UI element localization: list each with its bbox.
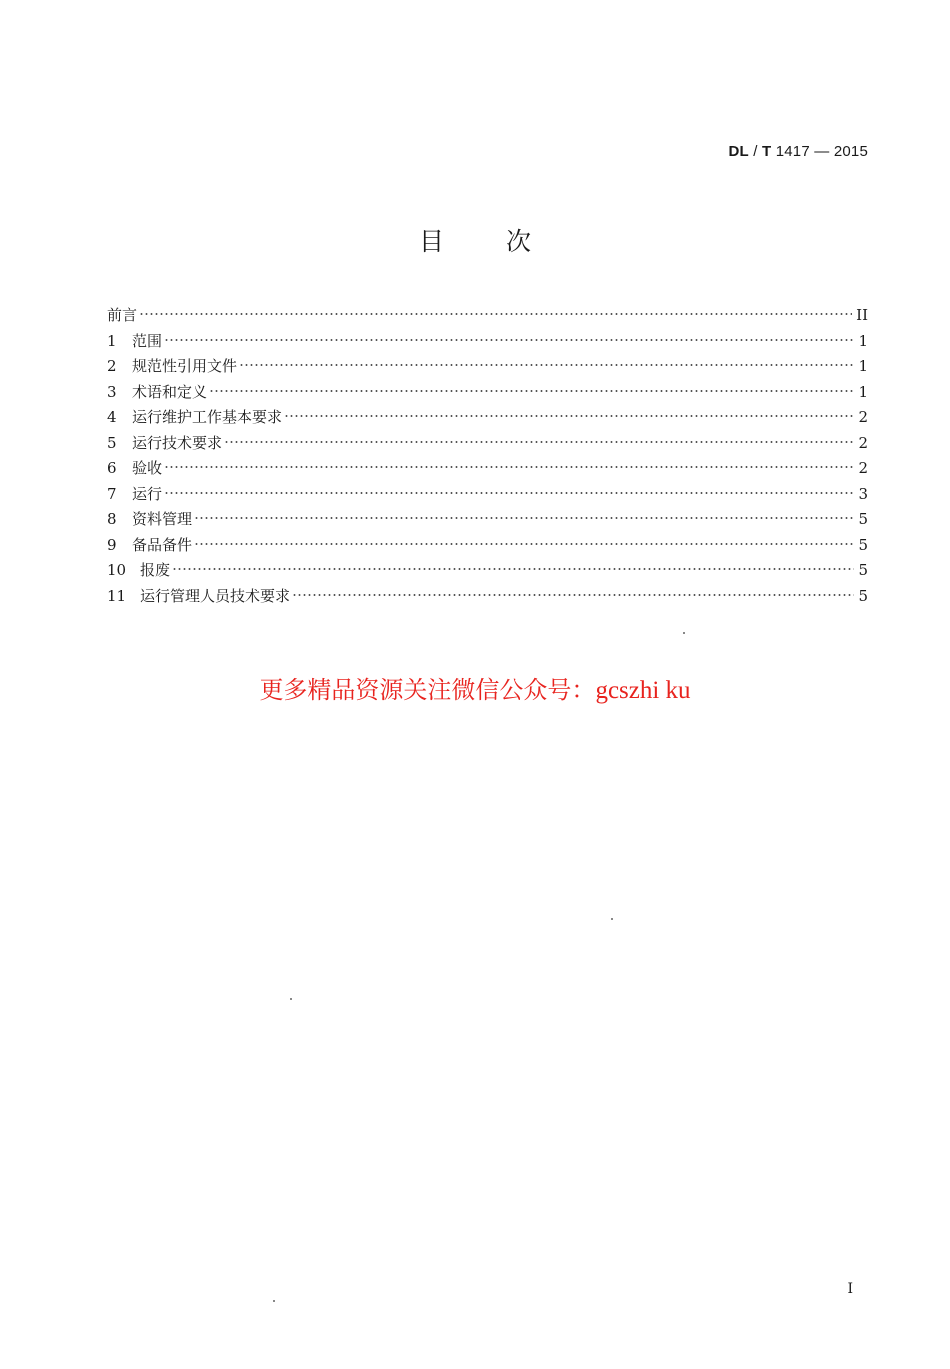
standard-separator: /	[748, 143, 762, 160]
toc-entry-page: 1	[858, 382, 868, 401]
toc-entry-number: 5	[107, 433, 117, 452]
toc-entry-label: 范围	[132, 331, 163, 350]
toc-entry-number: 7	[107, 484, 117, 503]
toc-dot-leader	[209, 388, 854, 394]
toc-dot-leader	[194, 541, 854, 547]
scan-speck	[290, 998, 292, 1000]
scan-speck	[273, 1300, 275, 1302]
toc-entry-label: 规范性引用文件	[132, 357, 238, 375]
toc-entry-label: 资料管理	[132, 510, 193, 528]
toc-entry[interactable]	[107, 329, 868, 355]
toc-entry-label: 运行技术要求	[132, 433, 223, 452]
toc-entry[interactable]	[107, 482, 868, 508]
toc-entry-number: 8	[107, 510, 117, 528]
toc-entry-page: 2	[858, 408, 868, 426]
toc-entry[interactable]	[107, 456, 868, 482]
toc-entry-label: 备品备件	[132, 535, 193, 554]
standard-prefix: DL	[728, 143, 749, 160]
toc-entry-number: 2	[107, 357, 117, 375]
toc-entry[interactable]	[107, 558, 868, 584]
toc-entry-page: 1	[858, 331, 868, 350]
toc-entry-number: 3	[107, 382, 117, 401]
toc-entry[interactable]	[107, 405, 868, 431]
promo-banner	[0, 670, 950, 705]
toc-entry-page: 3	[858, 484, 868, 503]
scan-speck	[683, 632, 685, 634]
toc-dot-leader	[284, 413, 854, 419]
toc-dot-leader	[172, 566, 854, 572]
toc-entry-page: 2	[858, 459, 868, 477]
toc-entry-number: 1	[107, 331, 117, 350]
table-of-contents	[107, 303, 868, 609]
toc-entry-page: 5	[858, 561, 868, 579]
toc-dot-leader	[224, 439, 854, 445]
toc-entry-label: 报废	[140, 561, 171, 579]
standard-number: 1417 — 2015	[771, 143, 868, 160]
toc-entry[interactable]	[107, 354, 868, 380]
toc-entry-label: 运行管理人员技术要求	[140, 586, 291, 605]
toc-entry-number: 10	[107, 561, 127, 579]
page-title: 目次	[418, 227, 593, 256]
scan-speck	[611, 918, 613, 920]
toc-entry-page: II	[856, 306, 868, 324]
standard-code	[728, 143, 868, 160]
toc-dot-leader	[292, 592, 854, 598]
toc-entry[interactable]	[107, 380, 868, 406]
page-number: I	[847, 1281, 853, 1297]
toc-entry-label: 验收	[132, 459, 163, 477]
toc-dot-leader	[194, 515, 854, 521]
toc-entry[interactable]	[107, 507, 868, 533]
toc-entry-number: 9	[107, 535, 117, 554]
toc-entry-number: 4	[107, 408, 117, 426]
toc-entry-label: 前言	[107, 306, 138, 324]
promo-text: 更多精品资源关注微信公众号：	[259, 676, 596, 704]
toc-entry-label: 运行	[132, 484, 163, 503]
toc-entry-page: 5	[858, 586, 868, 605]
toc-entry-page: 5	[858, 535, 868, 554]
toc-entry-number: 6	[107, 459, 117, 477]
toc-entry-label: 运行维护工作基本要求	[132, 408, 283, 426]
toc-dot-leader	[164, 490, 854, 496]
toc-entry-page: 5	[858, 510, 868, 528]
toc-dot-leader	[239, 362, 854, 368]
toc-entry-label: 术语和定义	[132, 382, 208, 401]
toc-entry-page: 2	[858, 433, 868, 452]
toc-entry[interactable]	[107, 431, 868, 457]
toc-entry-number: 11	[107, 586, 127, 605]
toc-dot-leader	[164, 464, 854, 470]
toc-entry[interactable]	[107, 303, 868, 329]
promo-handle: gcszhi ku	[595, 677, 691, 704]
standard-type: T	[761, 143, 772, 160]
toc-entry-page: 1	[858, 357, 868, 375]
toc-dot-leader	[164, 337, 854, 343]
toc-dot-leader	[139, 311, 852, 317]
toc-entry[interactable]	[107, 533, 868, 559]
toc-entry[interactable]	[107, 584, 868, 610]
